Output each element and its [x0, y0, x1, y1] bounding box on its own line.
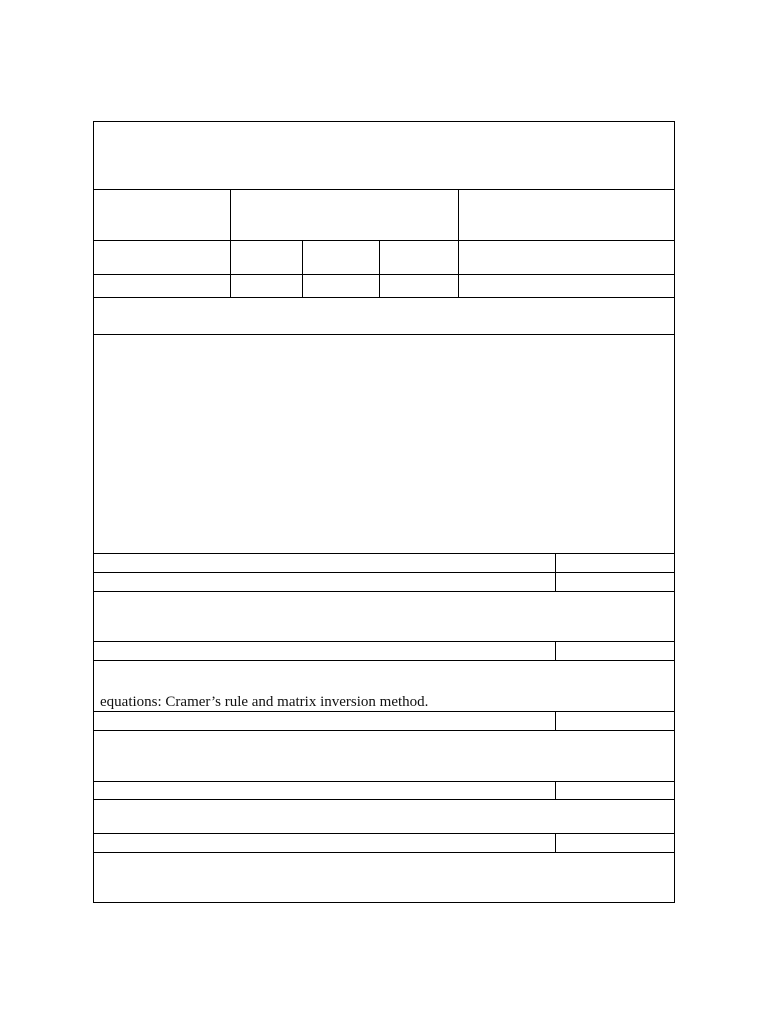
- row-divider-unit2-a: [94, 641, 674, 642]
- col-divider-unit2: [555, 641, 556, 660]
- row-divider-unit3-a: [94, 711, 674, 712]
- row-divider-values: [94, 297, 674, 298]
- row-divider-unit2-b: [94, 660, 674, 661]
- col-divider-header-2: [458, 189, 459, 297]
- col-divider-unit5: [555, 833, 556, 852]
- row-divider-unit5-a: [94, 833, 674, 834]
- col-divider-header-1: [230, 189, 231, 297]
- row-divider-subheader: [94, 274, 674, 275]
- row-divider-unit5-b: [94, 852, 674, 853]
- row-divider-unit1-b: [94, 591, 674, 592]
- col-divider-unit1: [555, 553, 556, 591]
- row-divider-unit4-b: [94, 799, 674, 800]
- row-divider-unit4-a: [94, 781, 674, 782]
- row-divider-header: [94, 240, 674, 241]
- row-divider-content-end: [94, 553, 674, 554]
- col-divider-sub-2: [379, 240, 380, 297]
- row-divider-unit3-b: [94, 730, 674, 731]
- col-divider-unit3: [555, 711, 556, 730]
- unit-description-text: equations: Cramer’s rule and matrix inversion method.: [100, 694, 429, 710]
- syllabus-form-table: [93, 121, 675, 903]
- row-divider-section: [94, 334, 674, 335]
- col-divider-unit4: [555, 781, 556, 799]
- row-divider-title: [94, 189, 674, 190]
- row-divider-unit1-a: [94, 572, 674, 573]
- col-divider-sub-1: [302, 240, 303, 297]
